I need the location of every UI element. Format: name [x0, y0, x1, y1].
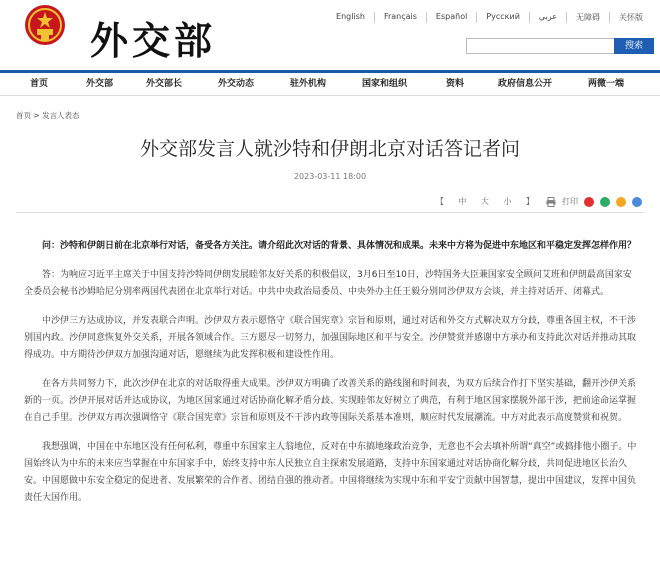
lang-arabic[interactable]: عربي: [529, 12, 566, 23]
qzone-share-icon[interactable]: [616, 197, 626, 207]
search-bar: [466, 38, 652, 54]
nav-item-ministry[interactable]: 外交部: [86, 79, 114, 89]
breadcrumb-home[interactable]: 首页: [16, 111, 31, 120]
print-icon[interactable]: [546, 197, 556, 207]
site-header: [0, 0, 660, 68]
font-size-switcher[interactable]: 【 中 大 小 】: [435, 197, 540, 206]
nav-item-resources[interactable]: 资料: [446, 79, 465, 89]
article-paragraph: 我想强调，中国在中东地区没有任何私利，尊重中东国家主人翁地位，反对在中东搞地缘政治竞争，无意也不会去填补所谓“真空”或搞排他小圈子。中国始终认为中东的未来应当掌握在中东国家手中，始终支持中东人民独立自主探索发展道路，支持中东国家通过对话协商化解分歧，共同促进地区长治久安。中国愿做中东安全稳定的促进者、发展繁荣的合作者、团结自强的推动者。中国将继续为实现中东和平安宁贡献中国智慧，提出中国建议，发挥中国负责任大国作用。: [24, 442, 637, 503]
search-input[interactable]: [466, 38, 616, 54]
main-nav: [0, 70, 660, 96]
lang-spanish[interactable]: Español: [426, 12, 476, 23]
national-emblem-icon[interactable]: [24, 4, 66, 46]
print-link[interactable]: 打印: [562, 197, 578, 206]
nav-item-disclosure[interactable]: 政府信息公开: [498, 79, 553, 89]
lang-russian[interactable]: Русский: [476, 12, 529, 23]
lang-french[interactable]: Français: [374, 12, 426, 23]
nav-item-countries[interactable]: 国家和组织: [362, 79, 408, 89]
nav-item-home[interactable]: 首页: [30, 79, 49, 89]
care-mode-link[interactable]: 关怀版: [609, 12, 652, 23]
search-button[interactable]: 搜索: [614, 38, 654, 54]
divider: [16, 212, 644, 213]
share-more-icon[interactable]: [632, 197, 642, 207]
language-bar: [327, 12, 652, 23]
weibo-share-icon[interactable]: [584, 197, 594, 207]
article-paragraph: 答：为响应习近平主席关于中国支持沙特同伊朗发展睦邻友好关系的积极倡议，3月6日至10日，沙特国务大臣兼国家安全顾问艾班和伊朗最高国家安全委员会秘书沙姆哈尼分别率两国代表团在北京举行对话。中共中央政治局委员、中央外办主任王毅分别同沙伊双方会谈，并主持对话开、闭幕式。: [24, 270, 632, 297]
article-toolbar: [436, 196, 642, 207]
accessibility-link[interactable]: 无障碍: [566, 12, 609, 23]
article-body: [24, 238, 638, 519]
nav-item-social[interactable]: 两微一端: [588, 79, 625, 89]
page-title: 外交部发言人就沙特和伊朗北京对话答记者问: [139, 138, 520, 160]
site-logo[interactable]: 外交部: [90, 18, 217, 63]
article-paragraph: 在各方共同努力下，此次沙伊在北京的对话取得重大成果。沙伊双方明确了改善关系的路线图和时间表，为双方后续合作打下坚实基础，翻开沙伊关系新的一页。沙伊开展对话并达成协议，为地区国家通过对话协商化解矛盾分歧、实现睦邻友好树立了典范，有利于地区国家摆脱外部干涉，把前途命运掌握在自己手里。沙伊双方再次强调恪守《联合国宪章》宗旨和原则及不干涉内政等国际关系基本准则，顺应时代发展潮流。中方对此表示高度赞赏和祝贺。: [24, 379, 637, 423]
nav-item-missions[interactable]: 驻外机构: [290, 79, 327, 89]
lang-english[interactable]: English: [336, 12, 365, 21]
article-question: 问：沙特和伊朗日前在北京举行对话，备受各方关注。请介绍此次对话的背景、具体情况和成果。未来中方将为促进中东地区和平稳定发挥怎样作用？: [42, 241, 637, 251]
wechat-share-icon[interactable]: [600, 197, 610, 207]
breadcrumb-current[interactable]: 发言人表态: [42, 111, 80, 120]
publish-date: 2023-03-11 18:00: [293, 172, 367, 181]
nav-item-minister[interactable]: 外交部长: [146, 79, 183, 89]
nav-item-news[interactable]: 外交动态: [218, 79, 255, 89]
breadcrumb: [16, 110, 80, 121]
article-paragraph: 中沙伊三方达成协议，并发表联合声明。沙伊双方表示愿恪守《联合国宪章》宗旨和原则，通过对话和外交方式解决双方分歧，尊重各国主权，不干涉别国内政。沙伊同意恢复外交关系，开展各领域合作。三方愿尽一切努力，加强国际地区和平与安全。沙伊赞赏并感谢中方承办和支持此次对话并推动其取得成功。中方期待沙伊双方加强沟通对话，愿继续为此发挥积极和建设性作用。: [24, 316, 637, 360]
breadcrumb-separator: >: [31, 111, 43, 120]
